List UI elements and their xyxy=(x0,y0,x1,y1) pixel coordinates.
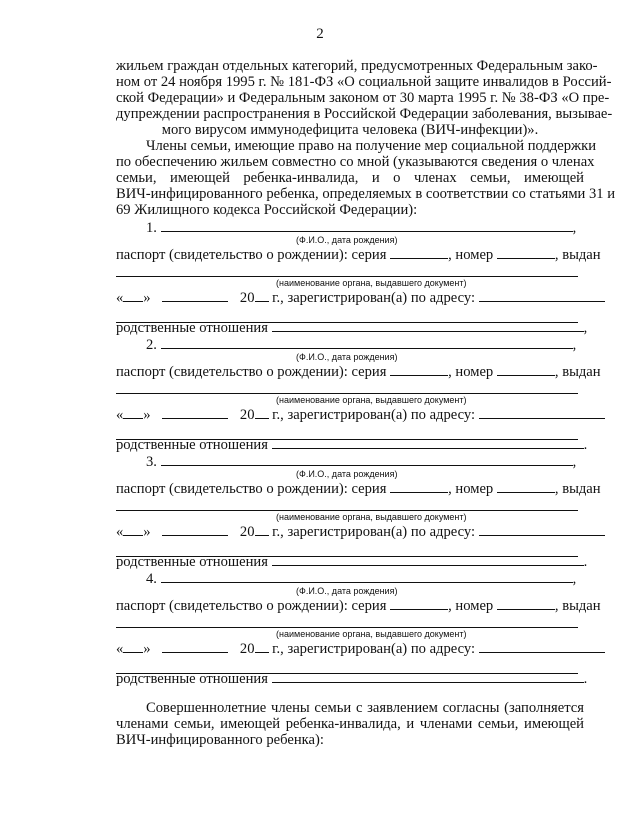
number-label: , номер xyxy=(448,481,494,497)
org-caption: (наименование органа, выдавшего документ) xyxy=(276,512,467,522)
registered-label: г., зарегистрирован(а) по адресу: xyxy=(272,641,476,657)
issuing-org-field[interactable] xyxy=(116,393,578,394)
month-field[interactable] xyxy=(162,522,228,536)
member-number: 1. xyxy=(146,220,157,236)
text-line: по обеспечению жильем совместно со мной (указываются сведения о членах xyxy=(116,154,595,170)
text-line: членами семьи, имеющей ребенка-инвалида, и членами семьи, имеющей xyxy=(116,716,584,732)
month-field[interactable] xyxy=(162,639,228,653)
passport-label: паспорт (свидетельство о рождении): серия xyxy=(116,598,387,614)
family-members-paragraph xyxy=(116,138,616,218)
fio-caption: (Ф.И.О., дата рождения) xyxy=(296,352,398,362)
day-field[interactable] xyxy=(123,522,143,536)
text-line: Совершеннолетние члены семьи с заявлением согласны (заполняется xyxy=(146,700,584,716)
year-field[interactable] xyxy=(255,639,269,653)
page-number: 2 xyxy=(316,26,324,42)
address-field[interactable] xyxy=(479,639,605,653)
member-number: 4. xyxy=(146,571,157,587)
fio-field[interactable] xyxy=(161,218,573,232)
registered-label: г., зарегистрирован(а) по адресу: xyxy=(272,524,476,540)
relation-field[interactable] xyxy=(272,435,584,449)
text-line: 69 Жилищного кодекса Российской Федерации): xyxy=(116,202,418,218)
issued-label: , выдан xyxy=(554,481,601,497)
document-page: 2 жильем граждан отдельных категорий, предусмотренных Федеральным зако- ном от 24 ноября 1995 г. № 181-ФЗ «О социальной защите инвалидов в Россий- ской Федерации» и Федеральным законом от 30 марта 1995 г. № 38-ФЗ «О пре- дупреждении распространения в Российской Федерации заболевания, вызывае- мого вирусом иммунодефицита человека (ВИЧ-инфекции)». Члены семьи, имеющие право на получение мер социальной поддержки по обеспечению жильем совместно со мной (указываются сведения о членах семьи, имеющей ребенка-инвалида, и о членах семьи, имеющей ВИЧ-инфицированного ребенка, определяемых в соответствии со статьями 31 и 69 Жилищного кодекса Российской Федерации): 1. , (Ф.И.О., дата рождения) паспорт (свидетельство о рождении): серия , номер , выдан (наименование органа, выдавшего документ) « » 20 г., зарегистрирован(а) по адресу: родственные отношения , 2. , (Ф.И.О., дата рождения) паспорт (свидетельство о рождении): серия , номер , выдан (наименование органа, выдавшего документ) « » 20 г., зарегистрирован(а) по адресу: родственные отношения . 3. , (Ф.И.О., дата рождения) паспорт (свидетельство о рождении): серия , номер , выдан (наименование органа, выдавшего документ) « » 20 г., зарегистрирован(а) по адресу: родственные отношения . 4. , (Ф.И.О., дата рождения) паспорт (свидетельство о рождении): серия , номер , выдан (наименование органа, выдавшего документ) « » 20 г., зарегистрирован(а) по адресу: родственные отношения . Совершеннолетние члены семьи с заявлением согласны (заполняется членами семьи, имеющей ребенка-инвалида, и членами семьи, имеющей ВИЧ-инфицированного ребенка): xyxy=(0,0,640,828)
member-number: 3. xyxy=(146,454,157,470)
address-field[interactable] xyxy=(479,405,605,419)
year-field[interactable] xyxy=(255,522,269,536)
number-label: , номер xyxy=(448,364,494,380)
month-field[interactable] xyxy=(162,405,228,419)
text-line: мого вирусом иммунодефицита человека (ВИЧ-инфекции)». xyxy=(161,122,539,138)
org-caption: (наименование органа, выдавшего документ) xyxy=(276,278,467,288)
issuing-org-field[interactable] xyxy=(116,627,578,628)
registered-label: г., зарегистрирован(а) по адресу: xyxy=(272,407,476,423)
text-line: семьи, имеющей ребенка-инвалида, и о членах семьи, имеющей xyxy=(116,170,584,186)
number-field[interactable] xyxy=(497,479,555,493)
series-field[interactable] xyxy=(390,596,448,610)
passport-label: паспорт (свидетельство о рождении): серия xyxy=(116,481,387,497)
member-number: 2. xyxy=(146,337,157,353)
text-line: ном от 24 ноября 1995 г. № 181-ФЗ «О социальной защите инвалидов в Россий- xyxy=(116,74,612,90)
day-field[interactable] xyxy=(123,405,143,419)
fio-caption: (Ф.И.О., дата рождения) xyxy=(296,586,398,596)
fio-caption: (Ф.И.О., дата рождения) xyxy=(296,469,398,479)
org-caption: (наименование органа, выдавшего документ) xyxy=(276,395,467,405)
year-field[interactable] xyxy=(255,288,269,302)
relation-field[interactable] xyxy=(272,552,584,566)
issued-label: , выдан xyxy=(554,364,601,380)
address-field[interactable] xyxy=(479,288,605,302)
intro-paragraph xyxy=(116,58,613,138)
year-field[interactable] xyxy=(255,405,269,419)
fio-field[interactable] xyxy=(161,452,573,466)
text-line: дупреждении распространения в Российской Федерации заболевания, вызывае- xyxy=(116,106,613,122)
number-label: , номер xyxy=(448,598,494,614)
passport-label: паспорт (свидетельство о рождении): серия xyxy=(116,364,387,380)
issued-label: , выдан xyxy=(554,247,601,263)
relation-label: родственные отношения xyxy=(116,320,268,336)
month-field[interactable] xyxy=(162,288,228,302)
address-field[interactable] xyxy=(479,522,605,536)
text-line: ской Федерации» и Федеральным законом от 30 марта 1995 г. № 38-ФЗ «О пре- xyxy=(116,90,610,106)
day-field[interactable] xyxy=(123,288,143,302)
org-caption: (наименование органа, выдавшего документ) xyxy=(276,629,467,639)
text-line: ВИЧ-инфицированного ребенка, определяемых в соответствии со статьями 31 и xyxy=(116,186,616,202)
fio-field[interactable] xyxy=(161,335,573,349)
number-field[interactable] xyxy=(497,362,555,376)
number-field[interactable] xyxy=(497,596,555,610)
issuing-org-field[interactable] xyxy=(116,276,578,277)
text-line: Члены семьи, имеющие право на получение мер социальной поддержки xyxy=(146,138,597,154)
series-field[interactable] xyxy=(390,245,448,259)
number-field[interactable] xyxy=(497,245,555,259)
issued-label: , выдан xyxy=(554,598,601,614)
fio-field[interactable] xyxy=(161,569,573,583)
closing-paragraph xyxy=(116,700,584,748)
text-line: ВИЧ-инфицированного ребенка): xyxy=(116,732,324,748)
relation-label: родственные отношения xyxy=(116,437,268,453)
text-line: жильем граждан отдельных категорий, предусмотренных Федеральным зако- xyxy=(116,58,598,74)
relation-label: родственные отношения xyxy=(116,554,268,570)
relation-field[interactable] xyxy=(272,669,584,683)
registered-label: г., зарегистрирован(а) по адресу: xyxy=(272,290,476,306)
series-field[interactable] xyxy=(390,479,448,493)
series-field[interactable] xyxy=(390,362,448,376)
relation-field[interactable] xyxy=(272,318,584,332)
number-label: , номер xyxy=(448,247,494,263)
day-field[interactable] xyxy=(123,639,143,653)
issuing-org-field[interactable] xyxy=(116,510,578,511)
passport-label: паспорт (свидетельство о рождении): серия xyxy=(116,247,387,263)
relation-label: родственные отношения xyxy=(116,671,268,687)
fio-caption: (Ф.И.О., дата рождения) xyxy=(296,235,398,245)
